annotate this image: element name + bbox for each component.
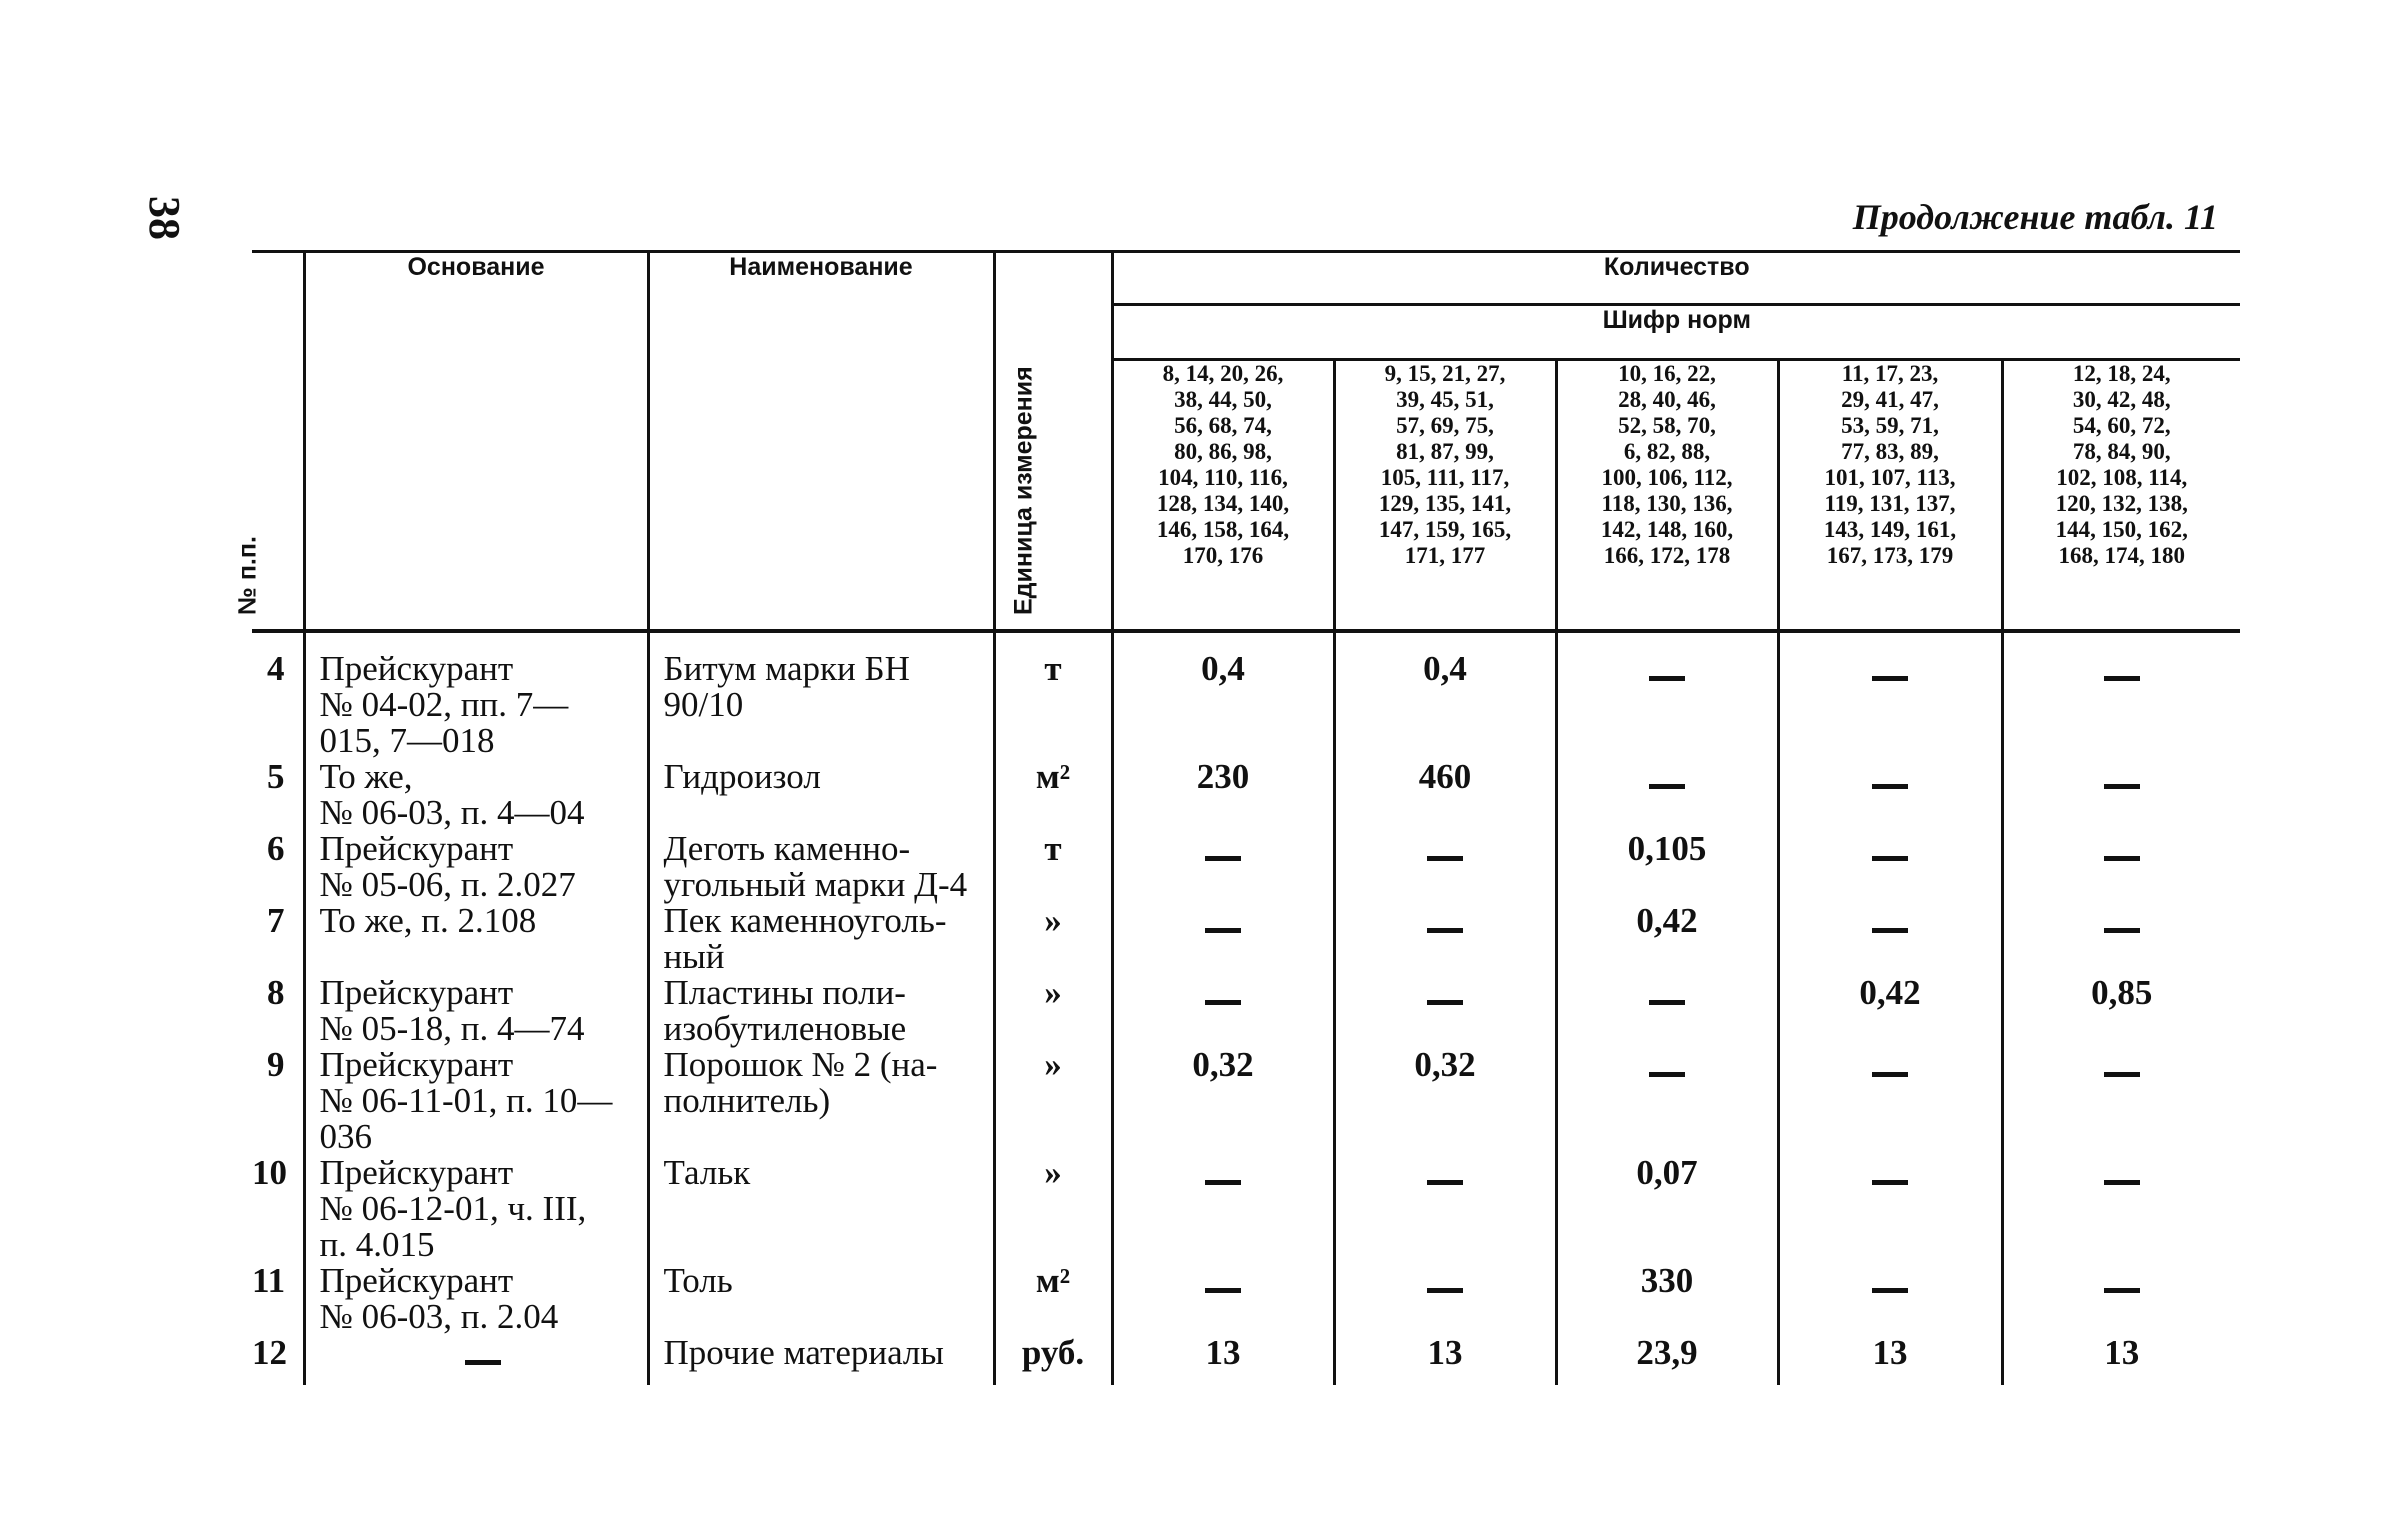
header-name: Наименование [648,252,994,632]
value-cell [2002,631,2240,759]
name-cell [648,903,994,975]
unit-cell: т [994,831,1112,903]
code-line: 8, 14, 20, 26, [1162,361,1284,386]
dash-mark [1205,1000,1241,1005]
code-line: 52, 58, 70, [1618,413,1716,438]
cell-line: Прейскурант [319,973,514,1012]
code-line: 170, 176 [1182,543,1264,568]
unit-cell: » [994,1155,1112,1263]
basis-cell [304,831,648,903]
header-code-col-4 [1778,360,2002,632]
table-header [233,252,2240,632]
basis-cell [304,1155,648,1263]
unit-cell: т [994,631,1112,759]
code-line: 78, 84, 90, [2072,439,2171,464]
value-cell [1556,975,1778,1047]
table-caption: Продолжение табл. 11 [1852,197,2218,237]
name-cell [648,975,994,1047]
basis-cell [304,1263,648,1335]
cell-line: Прейскурант [319,829,514,868]
dash-mark [1649,784,1685,789]
value-cell: 13 [1334,1335,1556,1385]
header-code-col-1 [1112,360,1334,632]
table-body [252,631,2240,1385]
header-quantity: Количество [1112,252,2240,305]
value-cell: 0,42 [1556,903,1778,975]
name-cell [648,1047,994,1155]
name-cell [648,831,994,903]
dash-mark [1205,928,1241,933]
code-line: 57, 69, 75, [1396,413,1494,438]
cell-line: Прейскурант [319,1153,514,1192]
dash-mark [1427,1000,1463,1005]
name-cell [648,1155,994,1263]
cell-line: То же, [319,757,413,796]
code-line: 29, 41, 47, [1841,387,1939,412]
cell-line: Деготь каменно- [663,829,911,868]
value-cell [1778,1263,2002,1335]
code-line: 101, 107, 113, [1824,465,1956,490]
code-line: 167, 173, 179 [1826,543,1954,568]
value-cell [1778,1047,2002,1155]
cell-line: угольный марки Д-4 [663,865,968,904]
table-row [252,831,2240,903]
row-number: 5 [267,757,285,796]
dash-mark [1649,1000,1685,1005]
value-cell: 0,85 [2002,975,2240,1047]
name-cell [648,631,994,759]
unit-cell: руб. [994,1335,1112,1385]
value-cell [1112,903,1334,975]
code-line: 144, 150, 162, [2055,517,2188,542]
dash-mark [1872,1072,1908,1077]
basis-cell [304,903,648,975]
header-npp-label: № п.п. [233,536,262,615]
name-cell [648,759,994,831]
cell-line: ный [663,937,725,976]
dash-mark [1872,1180,1908,1185]
header-code-col-5 [2002,360,2240,632]
cell-line: № 05-18, п. 4—74 [319,1009,585,1048]
value-cell [1334,903,1556,975]
code-line: 38, 44, 50, [1174,387,1272,412]
code-line: 105, 111, 117, [1380,465,1510,490]
basis-cell [304,1335,648,1385]
name-cell [648,1335,994,1385]
cell-line: Порошок № 2 (на- [663,1045,938,1084]
value-cell [1556,1047,1778,1155]
cell-line: Гидроизол [663,757,821,796]
cell-line: 036 [319,1117,372,1156]
header-unit [994,252,1112,632]
value-cell [1778,831,2002,903]
dash-mark [2104,928,2140,933]
cell-line: Пек каменноуголь- [663,901,947,940]
cell-line: № 06-12-01, ч. III, [319,1189,587,1228]
value-cell [1556,631,1778,759]
dash-mark [1427,1288,1463,1293]
cell-line: Прочие материалы [663,1333,944,1372]
code-line: 129, 135, 141, [1378,491,1512,516]
value-cell: 230 [1112,759,1334,831]
value-cell [2002,759,2240,831]
header-code-col-2 [1334,360,1556,632]
value-cell: 13 [1778,1335,2002,1385]
cell-line: Толь [663,1261,733,1300]
cell-line: № 06-03, п. 4—04 [319,793,585,832]
dash-mark [1872,676,1908,681]
header-code-col-3 [1556,360,1778,632]
value-cell: 0,4 [1112,631,1334,759]
dash-mark [2104,676,2140,681]
unit-cell: » [994,1047,1112,1155]
table-row [252,1047,2240,1155]
header-cipher: Шифр норм [1112,305,2240,360]
norms-table [233,250,2240,1385]
table-row [252,631,2240,759]
name-cell [648,1263,994,1335]
code-line: 146, 158, 164, [1156,517,1290,542]
value-cell [2002,1263,2240,1335]
header-basis: Основание [304,252,648,632]
table-row [252,759,2240,831]
value-cell [1334,975,1556,1047]
dash-mark [2104,1180,2140,1185]
code-line: 166, 172, 178 [1603,543,1731,568]
code-line: 120, 132, 138, [2055,491,2188,516]
value-cell [1112,831,1334,903]
basis-cell [304,759,648,831]
dash-mark [1427,928,1463,933]
code-line: 30, 42, 48, [2072,387,2171,412]
table-row [252,1335,2240,1385]
header-unit-label: Единица измерения [1009,366,1038,615]
dash-mark [2104,784,2140,789]
code-line: 77, 83, 89, [1841,439,1939,464]
value-cell: 460 [1334,759,1556,831]
code-line: 142, 148, 160, [1600,517,1734,542]
value-cell: 0,32 [1112,1047,1334,1155]
cell-line: п. 4.015 [319,1225,435,1264]
code-line: 12, 18, 24, [2072,361,2171,386]
page-number: 38 [140,196,189,240]
unit-cell: м² [994,1263,1112,1335]
cell-line: То же, п. 2.108 [319,901,537,940]
code-line: 168, 174, 180 [2058,543,2185,568]
header-npp [233,252,304,632]
value-cell [1334,1263,1556,1335]
value-cell: 330 [1556,1263,1778,1335]
cell-line: № 05-06, п. 2.027 [319,865,576,904]
value-cell: 0,105 [1556,831,1778,903]
dash-mark [1872,1288,1908,1293]
row-number: 12 [252,1333,287,1372]
table-row [252,903,2240,975]
unit-cell: » [994,975,1112,1047]
code-line: 28, 40, 46, [1618,387,1716,412]
value-cell: 0,07 [1556,1155,1778,1263]
cell-line: Пластины поли- [663,973,906,1012]
code-line: 39, 45, 51, [1396,387,1494,412]
row-number: 10 [252,1153,287,1192]
cell-line: Прейскурант [319,649,514,688]
code-line: 171, 177 [1404,543,1486,568]
value-cell [1778,903,2002,975]
value-cell: 0,4 [1334,631,1556,759]
table-row [252,975,2240,1047]
value-cell [1778,759,2002,831]
dash-mark [1872,856,1908,861]
cell-line: № 04-02, пп. 7— [319,685,569,724]
basis-cell [304,1047,648,1155]
value-cell [1556,759,1778,831]
basis-cell [304,631,648,759]
dash-mark [1427,856,1463,861]
value-cell [1334,1155,1556,1263]
dash-mark [1872,784,1908,789]
code-line: 9, 15, 21, 27, [1384,361,1506,386]
cell-line: № 06-11-01, п. 10— [319,1081,613,1120]
value-cell [1112,975,1334,1047]
dash-mark [1427,1180,1463,1185]
cell-line: № 06-03, п. 2.04 [319,1297,559,1336]
value-cell [2002,831,2240,903]
table-row [252,1155,2240,1263]
code-line: 118, 130, 136, [1601,491,1733,516]
code-line: 100, 106, 112, [1601,465,1733,490]
code-line: 53, 59, 71, [1841,413,1939,438]
dash-mark [1205,856,1241,861]
code-line: 6, 82, 88, [1623,439,1711,464]
value-cell [1112,1263,1334,1335]
dash-mark [1205,1180,1241,1185]
basis-cell [304,975,648,1047]
value-cell [1778,631,2002,759]
value-cell: 13 [1112,1335,1334,1385]
code-line: 11, 17, 23, [1841,361,1939,386]
value-cell [1334,831,1556,903]
cell-line: 90/10 [663,685,744,724]
row-number: 7 [267,901,285,940]
code-line: 10, 16, 22, [1618,361,1716,386]
cell-line: Прейскурант [319,1045,514,1084]
row-number: 6 [267,829,285,868]
dash-mark [2104,856,2140,861]
code-line: 143, 149, 161, [1823,517,1957,542]
row-number: 4 [267,649,285,688]
row-number: 11 [252,1261,286,1300]
code-line: 81, 87, 99, [1396,439,1494,464]
table-row [252,1263,2240,1335]
value-cell: 23,9 [1556,1335,1778,1385]
value-cell [2002,903,2240,975]
code-line: 102, 108, 114, [2056,465,2188,490]
cell-line: 015, 7—018 [319,721,495,760]
value-cell [1778,1155,2002,1263]
cell-line: изобутиленовые [663,1009,907,1048]
row-number: 8 [267,973,285,1012]
code-line: 104, 110, 116, [1158,465,1288,490]
code-line: 147, 159, 165, [1378,517,1512,542]
cell-line: Битум марки БН [663,649,910,688]
unit-cell: » [994,903,1112,975]
cell-line: полнитель) [663,1081,831,1120]
code-line: 80, 86, 98, [1174,439,1272,464]
value-cell: 0,32 [1334,1047,1556,1155]
value-cell: 13 [2002,1335,2240,1385]
value-cell: 0,42 [1778,975,2002,1047]
dash-mark [2104,1072,2140,1077]
dash-mark [1649,676,1685,681]
dash-mark [1205,1288,1241,1293]
cell-line: Тальк [663,1153,751,1192]
dash-mark [465,1360,501,1365]
dash-mark [1872,928,1908,933]
row-number: 9 [267,1045,285,1084]
unit-cell: м² [994,759,1112,831]
code-line: 56, 68, 74, [1174,413,1272,438]
value-cell [2002,1047,2240,1155]
value-cell [1112,1155,1334,1263]
dash-mark [1649,1072,1685,1077]
code-line: 54, 60, 72, [2072,413,2171,438]
code-line: 119, 131, 137, [1824,491,1956,516]
cell-line: Прейскурант [319,1261,514,1300]
dash-mark [2104,1288,2140,1293]
value-cell [2002,1155,2240,1263]
code-line: 128, 134, 140, [1156,491,1290,516]
